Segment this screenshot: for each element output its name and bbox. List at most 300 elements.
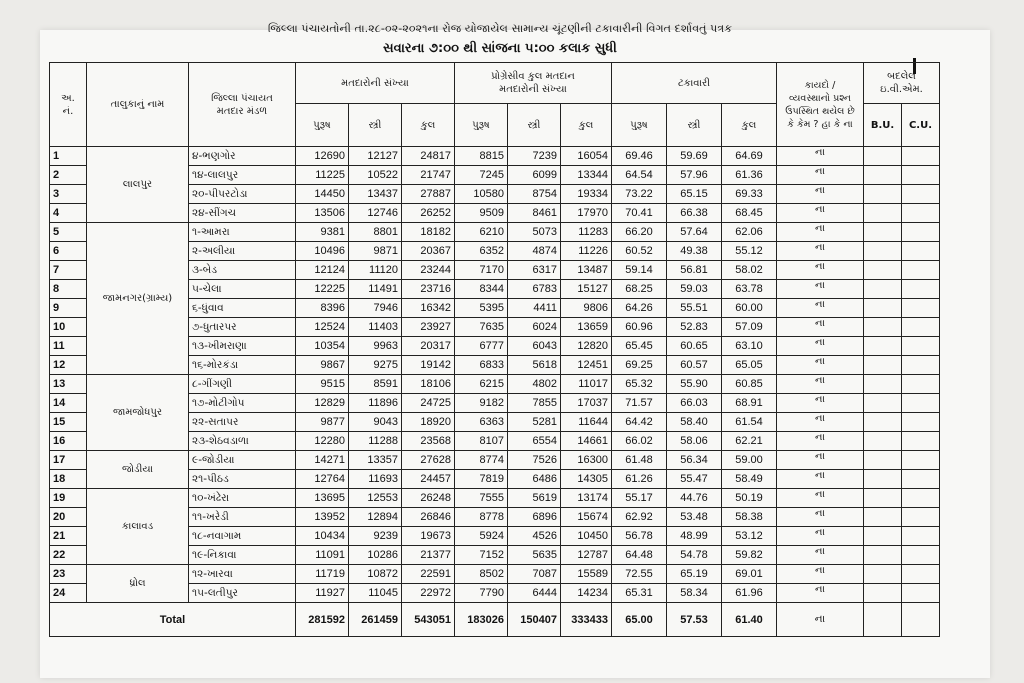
header-voters-total: કુલ	[402, 104, 455, 147]
document-title: જિલ્લા પંચાયતોની તા.૨૮-૦૨-૨૦૨૧ના રોજ યોજાયેલ સામાન્ય ચૂંટણીની ટકાવારીની વિગત દર્શાવતું પત્રક	[267, 22, 733, 35]
voters-male: 12764	[296, 470, 349, 489]
voters-male: 12280	[296, 432, 349, 451]
progressive-male: 7819	[455, 470, 508, 489]
percent-male: 60.96	[612, 318, 667, 337]
cu-cell	[902, 489, 940, 508]
percent-male: 64.42	[612, 413, 667, 432]
law-order-status: ના	[777, 147, 864, 166]
progressive-male: 7170	[455, 261, 508, 280]
percent-female: 56.81	[667, 261, 722, 280]
table-row	[50, 565, 940, 584]
voters-female: 9043	[349, 413, 402, 432]
law-order-status: ના	[777, 565, 864, 584]
percent-total: 61.96	[722, 584, 777, 603]
percent-male: 73.22	[612, 185, 667, 204]
row-number: 9	[50, 299, 87, 318]
total-t: 543051	[402, 603, 455, 637]
percent-female: 58.34	[667, 584, 722, 603]
voters-male: 12829	[296, 394, 349, 413]
progressive-total: 16054	[561, 147, 612, 166]
header-voters-male: પુરૂષ	[296, 104, 349, 147]
progressive-total: 12451	[561, 356, 612, 375]
voters-female: 7946	[349, 299, 402, 318]
cu-cell	[902, 451, 940, 470]
voters-male: 11091	[296, 546, 349, 565]
voters-total: 21377	[402, 546, 455, 565]
row-number: 6	[50, 242, 87, 261]
total-row	[50, 603, 940, 637]
progressive-total: 11017	[561, 375, 612, 394]
voters-female: 12746	[349, 204, 402, 223]
cu-cell	[902, 356, 940, 375]
voters-total: 22972	[402, 584, 455, 603]
cu-cell	[902, 280, 940, 299]
bu-cell	[864, 413, 902, 432]
voters-total: 22591	[402, 565, 455, 584]
bu-cell	[864, 185, 902, 204]
voters-male: 11719	[296, 565, 349, 584]
progressive-total: 11644	[561, 413, 612, 432]
progressive-female: 6783	[508, 280, 561, 299]
percent-male: 65.31	[612, 584, 667, 603]
percent-female: 65.19	[667, 565, 722, 584]
voters-female: 10872	[349, 565, 402, 584]
table-row	[50, 489, 940, 508]
progressive-total: 13659	[561, 318, 612, 337]
progressive-male: 8502	[455, 565, 508, 584]
constituency-name: ૧૮-નવાગામ	[189, 527, 296, 546]
voters-total: 20317	[402, 337, 455, 356]
row-number: 21	[50, 527, 87, 546]
taluka-name: લાલપુર	[87, 147, 189, 223]
constituency-name: ૧૯-નિકાવા	[189, 546, 296, 565]
bu-cell	[864, 223, 902, 242]
cu-cell	[902, 527, 940, 546]
progressive-male: 6210	[455, 223, 508, 242]
progressive-female: 4874	[508, 242, 561, 261]
header-sr: અ. નં.	[50, 63, 87, 147]
voters-total: 20367	[402, 242, 455, 261]
percent-male: 61.48	[612, 451, 667, 470]
progressive-total: 19334	[561, 185, 612, 204]
law-order-status: ના	[777, 318, 864, 337]
percent-female: 48.99	[667, 527, 722, 546]
percent-male: 60.52	[612, 242, 667, 261]
header-bu: B.U.	[864, 104, 902, 147]
constituency-name: ૧૩-ખીમરાણા	[189, 337, 296, 356]
percent-female: 66.03	[667, 394, 722, 413]
law-order-status: ના	[777, 242, 864, 261]
cu-cell	[902, 375, 940, 394]
percent-female: 44.76	[667, 489, 722, 508]
voters-female: 11491	[349, 280, 402, 299]
header-constituency: જિલ્લા પંચાયત મતદાર મંડળ	[189, 63, 296, 147]
progressive-female: 5281	[508, 413, 561, 432]
voters-female: 11403	[349, 318, 402, 337]
taluka-name: ધ્રોલ	[87, 565, 189, 603]
row-number: 14	[50, 394, 87, 413]
law-order-status: ના	[777, 413, 864, 432]
taluka-name: જામજોધપુર	[87, 375, 189, 451]
law-order-status: ના	[777, 223, 864, 242]
total-pt: 333433	[561, 603, 612, 637]
progressive-male: 7790	[455, 584, 508, 603]
law-order-status: ના	[777, 470, 864, 489]
constituency-name: ૧૧-ખરેડી	[189, 508, 296, 527]
voters-male: 9381	[296, 223, 349, 242]
percent-male: 68.25	[612, 280, 667, 299]
total-rf: 57.53	[667, 603, 722, 637]
header-percentage: ટકાવારી	[612, 63, 777, 104]
voters-male: 9515	[296, 375, 349, 394]
percent-total: 58.02	[722, 261, 777, 280]
progressive-total: 11283	[561, 223, 612, 242]
table-row	[50, 451, 940, 470]
cu-cell	[902, 394, 940, 413]
total-m: 281592	[296, 603, 349, 637]
taluka-name: જોડીયા	[87, 451, 189, 489]
row-number: 5	[50, 223, 87, 242]
percent-female: 57.96	[667, 166, 722, 185]
bu-cell	[864, 147, 902, 166]
cu-cell	[902, 584, 940, 603]
voters-female: 13357	[349, 451, 402, 470]
voters-total: 18106	[402, 375, 455, 394]
voters-total: 18182	[402, 223, 455, 242]
header-progressive: પ્રોગ્રેસીવ કુલ મતદાન મતદારોની સંખ્યા	[455, 63, 612, 104]
constituency-name: ૫-ચેલા	[189, 280, 296, 299]
bu-cell	[864, 489, 902, 508]
cu-cell	[902, 261, 940, 280]
percent-total: 69.01	[722, 565, 777, 584]
progressive-total: 15674	[561, 508, 612, 527]
voters-female: 12894	[349, 508, 402, 527]
percent-total: 53.12	[722, 527, 777, 546]
percent-total: 63.78	[722, 280, 777, 299]
header-progressive-female: સ્ત્રી	[508, 104, 561, 147]
progressive-male: 8774	[455, 451, 508, 470]
row-number: 4	[50, 204, 87, 223]
voters-female: 11288	[349, 432, 402, 451]
progressive-total: 9806	[561, 299, 612, 318]
cu-cell	[902, 508, 940, 527]
law-order-status: ના	[777, 489, 864, 508]
voters-total: 23716	[402, 280, 455, 299]
voters-female: 10522	[349, 166, 402, 185]
progressive-male: 5924	[455, 527, 508, 546]
bu-cell	[864, 318, 902, 337]
voters-total: 24817	[402, 147, 455, 166]
voters-female: 13437	[349, 185, 402, 204]
percent-female: 65.15	[667, 185, 722, 204]
progressive-total: 13174	[561, 489, 612, 508]
progressive-male: 8815	[455, 147, 508, 166]
table-row	[50, 375, 940, 394]
voters-male: 11225	[296, 166, 349, 185]
percent-total: 57.09	[722, 318, 777, 337]
constituency-name: ૮-ગીંગણી	[189, 375, 296, 394]
percent-female: 52.83	[667, 318, 722, 337]
percent-total: 59.82	[722, 546, 777, 565]
total-bu	[864, 603, 902, 637]
progressive-female: 6486	[508, 470, 561, 489]
percent-total: 61.54	[722, 413, 777, 432]
law-order-status: ના	[777, 394, 864, 413]
progressive-male: 6215	[455, 375, 508, 394]
voters-total: 23244	[402, 261, 455, 280]
law-order-status: ના	[777, 166, 864, 185]
voters-female: 8801	[349, 223, 402, 242]
progressive-male: 8107	[455, 432, 508, 451]
bu-cell	[864, 584, 902, 603]
total-cu	[902, 603, 940, 637]
voters-total: 27887	[402, 185, 455, 204]
header-taluka: તાલુકાનું નામ	[87, 63, 189, 147]
progressive-female: 7526	[508, 451, 561, 470]
header-law-order: કાયદો / વ્યવસ્થાનો પ્રશ્ન ઉપસ્થિત થયેલ છે કે કેમ ? હા કે ના	[777, 63, 864, 147]
voters-male: 10434	[296, 527, 349, 546]
bu-cell	[864, 527, 902, 546]
row-number: 22	[50, 546, 87, 565]
percent-female: 54.78	[667, 546, 722, 565]
progressive-male: 6833	[455, 356, 508, 375]
row-number: 7	[50, 261, 87, 280]
percent-male: 69.46	[612, 147, 667, 166]
percent-female: 60.57	[667, 356, 722, 375]
voters-female: 11693	[349, 470, 402, 489]
progressive-total: 13487	[561, 261, 612, 280]
progressive-female: 5073	[508, 223, 561, 242]
table-row	[50, 147, 940, 166]
percent-female: 57.64	[667, 223, 722, 242]
constituency-name: ૧-આમરા	[189, 223, 296, 242]
percent-total: 60.85	[722, 375, 777, 394]
progressive-total: 14661	[561, 432, 612, 451]
constituency-name: ૨૧-પીઠડ	[189, 470, 296, 489]
taluka-name: કાલાવડ	[87, 489, 189, 565]
constituency-name: ૧૪-લાલપુર	[189, 166, 296, 185]
bu-cell	[864, 508, 902, 527]
row-number: 11	[50, 337, 87, 356]
percent-total: 68.45	[722, 204, 777, 223]
percent-male: 59.14	[612, 261, 667, 280]
percent-total: 50.19	[722, 489, 777, 508]
progressive-female: 4802	[508, 375, 561, 394]
progressive-male: 9182	[455, 394, 508, 413]
bu-cell	[864, 375, 902, 394]
percent-female: 66.38	[667, 204, 722, 223]
cu-cell	[902, 337, 940, 356]
percent-male: 65.45	[612, 337, 667, 356]
header-voters: મતદારોની સંખ્યા	[296, 63, 455, 104]
percent-total: 64.69	[722, 147, 777, 166]
percent-total: 62.06	[722, 223, 777, 242]
percent-female: 58.06	[667, 432, 722, 451]
cu-cell	[902, 413, 940, 432]
document-subtitle: સવારના ૭:૦૦ થી સાંજના ૫:૦૦ કલાક સુધી	[383, 41, 617, 56]
percent-total: 60.00	[722, 299, 777, 318]
percent-total: 61.36	[722, 166, 777, 185]
progressive-male: 7152	[455, 546, 508, 565]
bu-cell	[864, 242, 902, 261]
voters-male: 13506	[296, 204, 349, 223]
cu-cell	[902, 432, 940, 451]
bu-cell	[864, 337, 902, 356]
voters-male: 12225	[296, 280, 349, 299]
total-pm: 183026	[455, 603, 508, 637]
law-order-status: ના	[777, 375, 864, 394]
percent-female: 58.40	[667, 413, 722, 432]
constituency-name: ૯-જોડીયા	[189, 451, 296, 470]
cu-cell	[902, 185, 940, 204]
voters-female: 11896	[349, 394, 402, 413]
voters-total: 27628	[402, 451, 455, 470]
progressive-female: 6554	[508, 432, 561, 451]
total-rm: 65.00	[612, 603, 667, 637]
voters-total: 26846	[402, 508, 455, 527]
progressive-total: 13344	[561, 166, 612, 185]
voters-female: 9963	[349, 337, 402, 356]
row-number: 12	[50, 356, 87, 375]
constituency-name: ૨૩-શેઠવડાળા	[189, 432, 296, 451]
progressive-female: 8461	[508, 204, 561, 223]
percent-male: 64.48	[612, 546, 667, 565]
percent-total: 58.49	[722, 470, 777, 489]
progressive-total: 12787	[561, 546, 612, 565]
constituency-name: ૭-ધુતારપર	[189, 318, 296, 337]
percent-male: 70.41	[612, 204, 667, 223]
law-order-status: ના	[777, 508, 864, 527]
bu-cell	[864, 280, 902, 299]
taluka-name: જામનગર(ગ્રામ્ય)	[87, 223, 189, 375]
law-order-status: ના	[777, 451, 864, 470]
percent-female: 56.34	[667, 451, 722, 470]
bu-cell	[864, 565, 902, 584]
constituency-name: ૬-ધુંવાવ	[189, 299, 296, 318]
cu-cell	[902, 242, 940, 261]
progressive-male: 7635	[455, 318, 508, 337]
percent-female: 55.51	[667, 299, 722, 318]
total-pf: 150407	[508, 603, 561, 637]
progressive-total: 17970	[561, 204, 612, 223]
cu-cell	[902, 318, 940, 337]
progressive-total: 15589	[561, 565, 612, 584]
cu-cell	[902, 470, 940, 489]
voters-total: 24725	[402, 394, 455, 413]
voters-male: 13695	[296, 489, 349, 508]
percent-total: 69.33	[722, 185, 777, 204]
bu-cell	[864, 299, 902, 318]
percent-male: 56.78	[612, 527, 667, 546]
voters-male: 11927	[296, 584, 349, 603]
percent-female: 55.47	[667, 470, 722, 489]
percent-female: 53.48	[667, 508, 722, 527]
progressive-male: 6777	[455, 337, 508, 356]
voters-male: 10496	[296, 242, 349, 261]
progressive-female: 4411	[508, 299, 561, 318]
law-order-status: ના	[777, 527, 864, 546]
progressive-male: 8778	[455, 508, 508, 527]
constituency-name: ૨૪-સીંગચ	[189, 204, 296, 223]
header-cu: C.U.	[902, 104, 940, 147]
law-order-status: ના	[777, 261, 864, 280]
constituency-name: ૨૦-પીપરટોડા	[189, 185, 296, 204]
progressive-total: 12820	[561, 337, 612, 356]
header-percentage-male: પુરૂષ	[612, 104, 667, 147]
law-order-status: ના	[777, 356, 864, 375]
voters-male: 8396	[296, 299, 349, 318]
header-progressive-male: પુરૂષ	[455, 104, 508, 147]
law-order-status: ના	[777, 584, 864, 603]
constituency-name: ૨-અલીયા	[189, 242, 296, 261]
progressive-total: 17037	[561, 394, 612, 413]
progressive-total: 10450	[561, 527, 612, 546]
progressive-female: 7239	[508, 147, 561, 166]
progressive-female: 5635	[508, 546, 561, 565]
voters-total: 21747	[402, 166, 455, 185]
row-number: 1	[50, 147, 87, 166]
bu-cell	[864, 394, 902, 413]
progressive-male: 5395	[455, 299, 508, 318]
voters-female: 10286	[349, 546, 402, 565]
percent-total: 55.12	[722, 242, 777, 261]
percent-female: 59.69	[667, 147, 722, 166]
row-number: 17	[50, 451, 87, 470]
voters-total: 18920	[402, 413, 455, 432]
progressive-male: 10580	[455, 185, 508, 204]
header-progressive-total: કુલ	[561, 104, 612, 147]
voters-male: 14271	[296, 451, 349, 470]
percent-total: 58.38	[722, 508, 777, 527]
constituency-name: ૩-બેડ	[189, 261, 296, 280]
constituency-name: ૪-ભણગોર	[189, 147, 296, 166]
cu-cell	[902, 299, 940, 318]
bu-cell	[864, 470, 902, 489]
voters-male: 12690	[296, 147, 349, 166]
turnout-table	[49, 62, 940, 637]
progressive-female: 6317	[508, 261, 561, 280]
cu-cell	[902, 546, 940, 565]
progressive-male: 6363	[455, 413, 508, 432]
percent-male: 71.57	[612, 394, 667, 413]
voters-total: 23568	[402, 432, 455, 451]
voters-male: 14450	[296, 185, 349, 204]
percent-total: 65.05	[722, 356, 777, 375]
voters-female: 9275	[349, 356, 402, 375]
bu-cell	[864, 356, 902, 375]
progressive-female: 6444	[508, 584, 561, 603]
percent-female: 55.90	[667, 375, 722, 394]
progressive-total: 11226	[561, 242, 612, 261]
row-number: 8	[50, 280, 87, 299]
row-number: 10	[50, 318, 87, 337]
progressive-male: 6352	[455, 242, 508, 261]
cu-cell	[902, 204, 940, 223]
percent-female: 59.03	[667, 280, 722, 299]
percent-male: 65.32	[612, 375, 667, 394]
voters-female: 11045	[349, 584, 402, 603]
constituency-name: ૨૨-સતાપર	[189, 413, 296, 432]
progressive-male: 7555	[455, 489, 508, 508]
percent-male: 64.54	[612, 166, 667, 185]
progressive-female: 5618	[508, 356, 561, 375]
progressive-female: 7855	[508, 394, 561, 413]
bu-cell	[864, 432, 902, 451]
voters-male: 9867	[296, 356, 349, 375]
constituency-name: ૧૨-ખારવા	[189, 565, 296, 584]
progressive-female: 7087	[508, 565, 561, 584]
voters-male: 12124	[296, 261, 349, 280]
